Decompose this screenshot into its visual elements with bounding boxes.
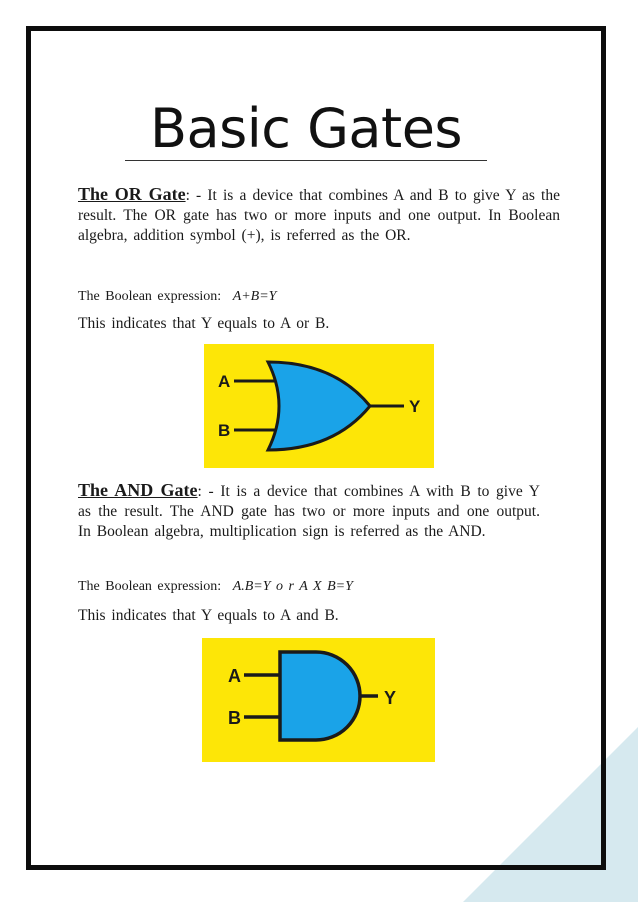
or-gate-body xyxy=(268,362,370,450)
and-gate-description xyxy=(78,480,540,542)
and-expression: A.B=Y o r A X B=Y xyxy=(232,579,353,594)
and-gate-diagram xyxy=(202,638,435,762)
or-indication: This indicates that Y equals to A or B. xyxy=(78,315,330,332)
and-label-b: B xyxy=(228,708,241,728)
and-gate-heading: The AND Gate xyxy=(78,480,198,500)
and-indication: This indicates that Y equals to A and B. xyxy=(78,607,339,624)
and-label-y: Y xyxy=(384,688,397,708)
and-expression-label: The Boolean expression: xyxy=(78,579,222,594)
and-gate-symbol xyxy=(202,638,435,762)
and-gate-body xyxy=(280,652,360,740)
or-label-a: A xyxy=(218,372,231,391)
or-gate-description xyxy=(78,184,560,246)
or-gate-diagram xyxy=(204,344,434,468)
and-expression-line xyxy=(78,577,353,597)
or-expression-label: The Boolean expression: xyxy=(78,289,222,304)
and-label-a: A xyxy=(228,666,241,686)
page-title: Basic Gates xyxy=(125,98,487,161)
or-gate-text: : - It is a device that combines A and B to give Y as the result. The OR gate has two or more inputs and one output. In Boolean algebra, addition symbol (+), is referred as the OR. xyxy=(78,187,560,244)
or-label-b: B xyxy=(218,421,231,440)
or-label-y: Y xyxy=(409,397,421,416)
or-expression: A+B=Y xyxy=(232,289,277,304)
or-gate-symbol xyxy=(204,344,434,468)
or-gate-heading: The OR Gate xyxy=(78,184,186,204)
and-gate-text: : - It is a device that combines A with B to give Y as the result. The AND gate has two or more inputs and one output. In Boolean algebra, multiplication sign is referred as the AND. xyxy=(78,483,540,540)
or-expression-line xyxy=(78,287,276,307)
